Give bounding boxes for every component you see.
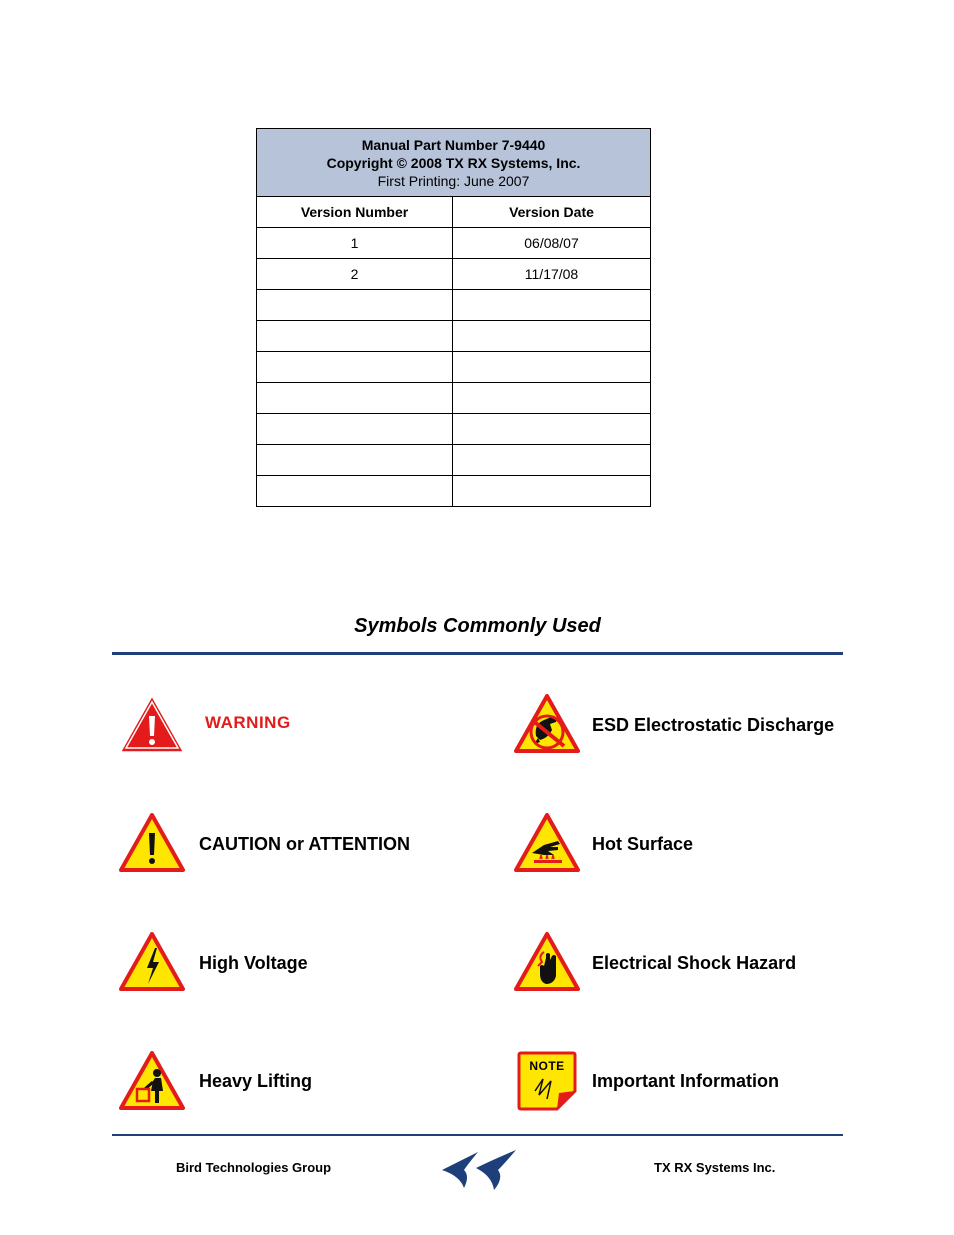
hot-surface-icon	[514, 813, 580, 873]
bird-logo-icon	[440, 1148, 518, 1192]
empty-cell	[257, 383, 453, 414]
section-divider	[112, 652, 843, 655]
table-row	[257, 414, 651, 445]
table-row	[257, 445, 651, 476]
empty-cell	[257, 414, 453, 445]
table-row	[257, 228, 651, 259]
electrical-shock-icon	[514, 932, 580, 992]
manual-part-number: Manual Part Number 7-9440	[361, 136, 546, 153]
empty-cell	[453, 352, 651, 383]
column-header: Version Date	[453, 197, 651, 228]
caution-label: CAUTION or ATTENTION	[199, 834, 410, 854]
important-info-label: Important Information	[592, 1071, 779, 1091]
version-number-cell: 1	[257, 228, 453, 259]
table-header-row	[257, 129, 651, 197]
heavy-lifting-icon	[119, 1051, 185, 1111]
note-icon	[517, 1051, 577, 1111]
footer-right-text: TX RX Systems Inc.	[654, 1160, 776, 1175]
table-row	[257, 321, 651, 352]
empty-cell	[453, 414, 651, 445]
footer-left-text: Bird Technologies Group	[176, 1160, 332, 1175]
warning-label: WARNING	[205, 713, 291, 732]
table-row	[257, 352, 651, 383]
section-title: Symbols Commonly Used	[354, 615, 601, 637]
empty-cell	[453, 383, 651, 414]
hot-surface-label: Hot Surface	[592, 834, 694, 854]
table-row	[257, 290, 651, 321]
empty-cell	[257, 321, 453, 352]
high-voltage-label: High Voltage	[199, 953, 308, 973]
heavy-lifting-label: Heavy Lifting	[199, 1071, 313, 1091]
empty-cell	[257, 352, 453, 383]
esd-label: ESD Electrostatic Discharge	[592, 715, 835, 735]
column-header-row	[257, 197, 651, 228]
table-row	[257, 383, 651, 414]
caution-icon	[119, 813, 185, 873]
first-printing: First Printing: June 2007	[377, 172, 530, 189]
empty-cell	[453, 445, 651, 476]
empty-cell	[257, 476, 453, 507]
esd-icon	[514, 694, 580, 754]
copyright-text: Copyright © 2008 TX RX Systems, Inc.	[326, 154, 581, 171]
empty-cell	[453, 476, 651, 507]
footer-divider	[112, 1134, 843, 1136]
version-number-cell: 2	[257, 259, 453, 290]
empty-cell	[453, 321, 651, 352]
empty-cell	[453, 290, 651, 321]
column-header: Version Number	[257, 197, 453, 228]
empty-cell	[257, 290, 453, 321]
high-voltage-icon	[119, 932, 185, 992]
note-badge-text: NOTE	[529, 1059, 565, 1073]
manual-info-cell	[257, 129, 651, 197]
empty-cell	[257, 445, 453, 476]
electrical-shock-label: Electrical Shock Hazard	[592, 953, 797, 973]
version-date-cell: 11/17/08	[453, 259, 651, 290]
version-date-cell: 06/08/07	[453, 228, 651, 259]
table-row	[257, 476, 651, 507]
version-table	[256, 128, 651, 507]
table-row	[257, 259, 651, 290]
warning-icon	[119, 694, 185, 754]
